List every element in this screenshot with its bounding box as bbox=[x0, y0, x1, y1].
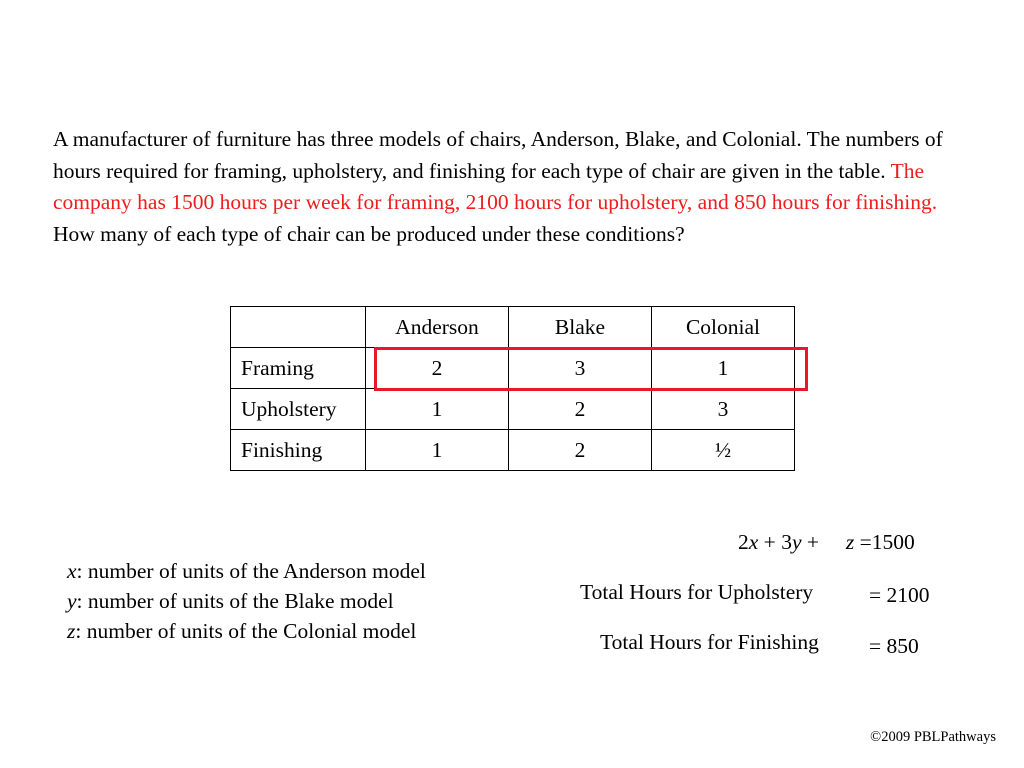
eq-var-y: y bbox=[791, 530, 802, 554]
table-cell: 1 bbox=[366, 389, 509, 430]
table-cell: ½ bbox=[652, 430, 795, 471]
variable-x-text: : number of units of the Anderson model bbox=[76, 559, 426, 583]
eq-var-x: x bbox=[748, 530, 759, 554]
variable-definitions bbox=[67, 556, 426, 646]
finishing-equation-label: Total Hours for Finishing bbox=[600, 630, 819, 654]
problem-text-question: How many of each type of chair can be produced under these conditions? bbox=[53, 221, 685, 246]
problem-text-constraints: The company has 1500 hours per week for framing, 2100 hours for upholstery, and 850 hours for finishing. bbox=[53, 158, 938, 214]
framing-equation bbox=[738, 530, 915, 555]
variable-x-symbol: x bbox=[67, 559, 77, 583]
variable-z-symbol: z bbox=[67, 619, 76, 643]
eq-coefficient-x: 2 bbox=[738, 530, 749, 554]
table-row-finishing bbox=[231, 430, 795, 471]
upholstery-equation-rhs: = 2100 bbox=[869, 583, 930, 607]
table-cell: 3 bbox=[652, 389, 795, 430]
table-cell: 2 bbox=[366, 348, 509, 389]
eq-rhs-framing: 1500 bbox=[871, 530, 915, 554]
column-header-blake: Blake bbox=[509, 307, 652, 348]
problem-text-intro: A manufacturer of furniture has three models of chairs, Anderson, Blake, and Colonial. The numbers of hours required for framing, upholstery, and finishing for each type of chair are given in the table. bbox=[53, 127, 943, 183]
variable-x-definition bbox=[67, 556, 426, 586]
column-header-anderson: Anderson bbox=[366, 307, 509, 348]
eq-coefficient-y: 3 bbox=[781, 530, 792, 554]
eq-equals: = bbox=[859, 530, 872, 554]
hours-table bbox=[230, 306, 795, 471]
table-cell: 3 bbox=[509, 348, 652, 389]
table-row-upholstery bbox=[231, 389, 795, 430]
table-corner-cell bbox=[231, 307, 366, 348]
problem-statement bbox=[53, 124, 968, 250]
table-cell: 2 bbox=[509, 430, 652, 471]
variable-z-text: : number of units of the Colonial model bbox=[75, 619, 417, 643]
table-header-row bbox=[231, 307, 795, 348]
copyright-notice: ©2009 PBLPathways bbox=[870, 729, 996, 745]
variable-y-symbol: y bbox=[67, 589, 77, 613]
eq-plus-1: + bbox=[763, 530, 776, 554]
table-cell: 1 bbox=[652, 348, 795, 389]
variable-z-definition bbox=[67, 616, 426, 646]
table-cell: 1 bbox=[366, 430, 509, 471]
finishing-equation-rhs: = 850 bbox=[869, 634, 919, 658]
column-header-colonial: Colonial bbox=[652, 307, 795, 348]
table-row-framing bbox=[231, 348, 795, 389]
row-label-framing: Framing bbox=[231, 348, 366, 389]
eq-var-z: z bbox=[845, 530, 855, 554]
eq-plus-2: + bbox=[806, 530, 819, 554]
upholstery-equation-label: Total Hours for Upholstery bbox=[580, 580, 814, 604]
row-label-upholstery: Upholstery bbox=[231, 389, 366, 430]
table-cell: 2 bbox=[509, 389, 652, 430]
variable-y-definition bbox=[67, 586, 426, 616]
row-label-finishing: Finishing bbox=[231, 430, 366, 471]
variable-y-text: : number of units of the Blake model bbox=[76, 589, 394, 613]
